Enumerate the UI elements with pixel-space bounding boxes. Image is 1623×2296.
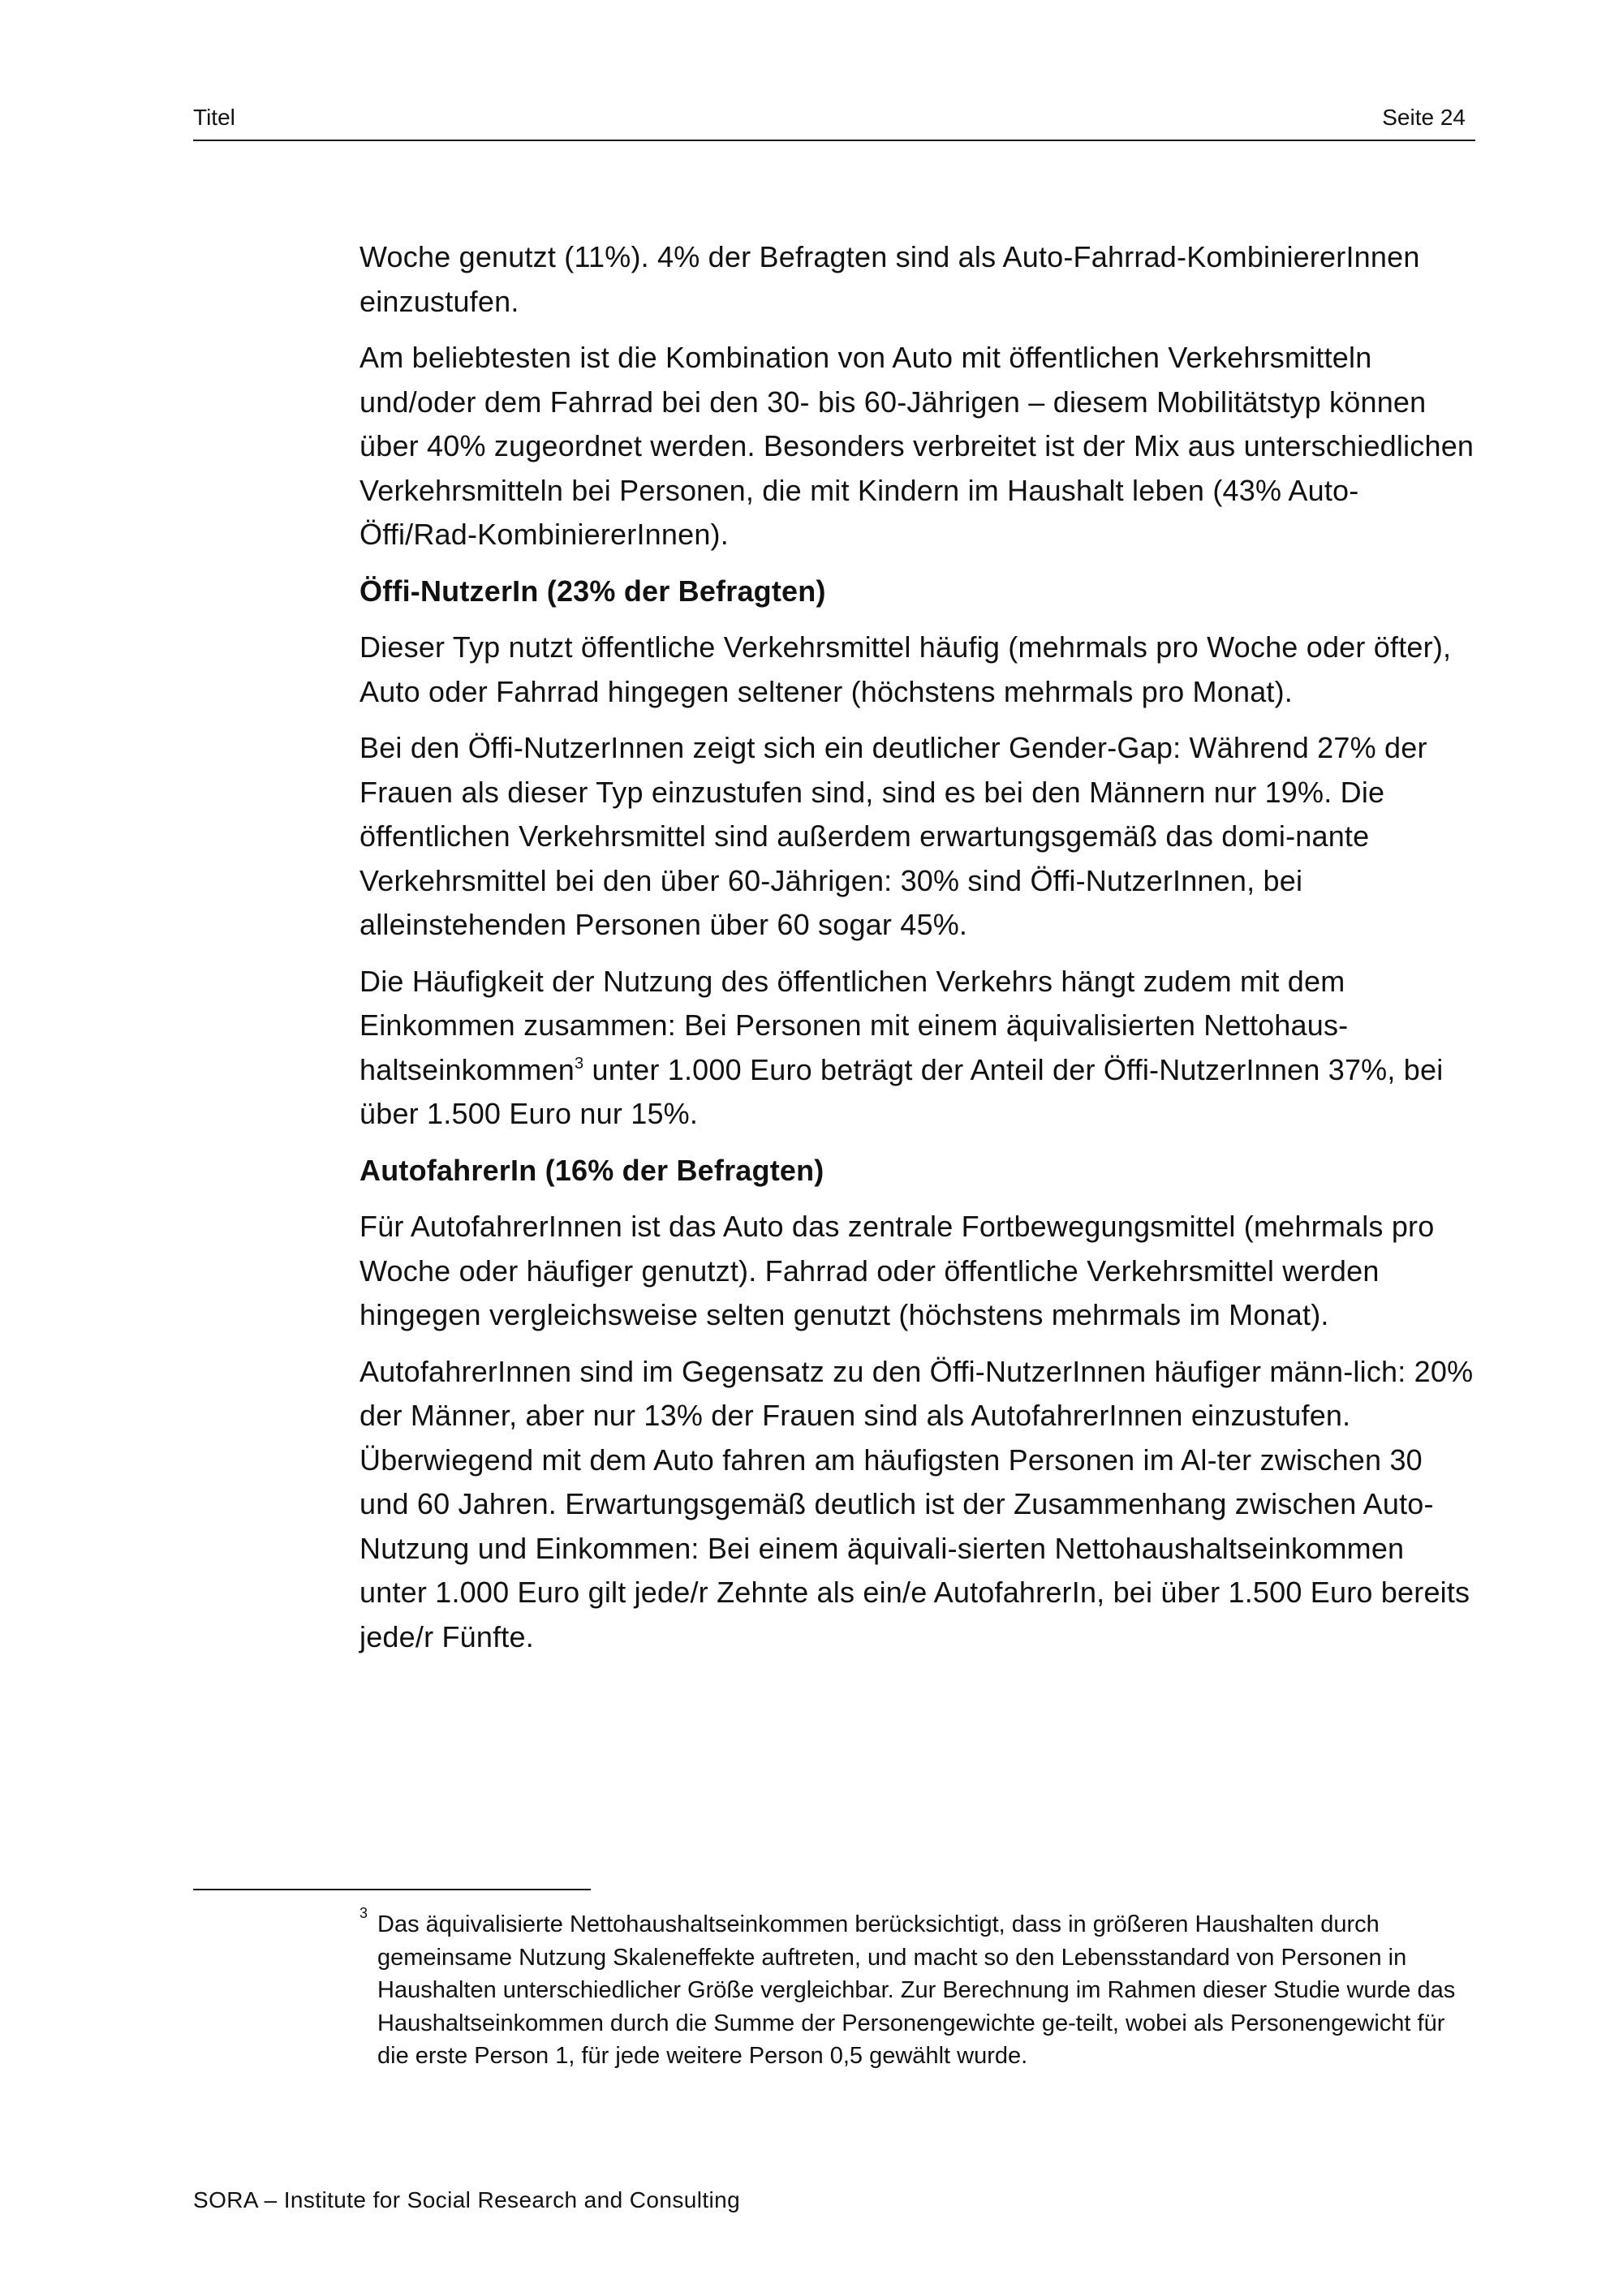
paragraph-3: Dieser Typ nutzt öffentliche Verkehrsmittel häufig (mehrmals pro Woche oder öfter), Auto oder Fahrrad hingegen seltener (höchstens mehrmals pro Monat). [359,630,1452,708]
footnote-text: Das äquivalisierte Nettohaushaltseinkommen berücksichtigt, dass in größeren Haushalten durch gemeinsame Nutzung Skaleneffekte auftreten, und macht so den Lebensstandard von Personen in Haushalten unterschiedlicher Größe vergleichbar. Zur Berechnung im Rahmen dieser Studie wurde das Haushaltseinkommen durch die Summe der Personengewichte ge-teilt, wobei als Personengewicht für die erste Person 1, für jede weitere Person 0,5 gewählt wurde. [377,1911,1456,2069]
page-footer: SORA – Institute for Social Research and Consulting [193,2187,741,2212]
page-header [193,104,1475,141]
paragraph-5-part-a: Die Häufigkeit der Nutzung des öffentlichen Verkehrs hängt zudem mit dem Einkommen zusammen: Bei Personen mit einem äquivalisierten Nettohaus-haltseinkommen [359,964,1349,1086]
paragraph-5 [359,960,1475,1137]
main-content [359,235,1475,1671]
footnote [359,1905,1463,2073]
paragraph-7: AutofahrerInnen sind im Gegensatz zu den Öffi-NutzerInnen häufiger männ-lich: 20% der Männer, aber nur 13% der Frauen sind als AutofahrerInnen einzustufen. Überwiegend mit dem Auto fahren am häufigsten Personen im Al-ter zwischen 30 und 60 Jahren. Erwartungsgemäß deutlich ist der Zusammenhang zwischen Auto-Nutzung und Einkommen: Bei einem äquivali-sierten Nettohaushaltseinkommen unter 1.000 Euro gilt jede/r Zehnte als ein/e AutofahrerIn, bei über 1.500 Euro bereits jede/r Fünfte. [359,1354,1474,1653]
paragraph-1: Woche genutzt (11%). 4% der Befragten sind als Auto-Fahrrad-KombiniererInnen einzustufen. [359,240,1420,318]
footnote-mark: 3 [359,1905,368,1921]
header-title: Titel [193,105,235,130]
section-heading-auto: AutofahrerIn (16% der Befragten) [359,1153,824,1187]
paragraph-4: Bei den Öffi-NutzerInnen zeigt sich ein deutlicher Gender-Gap: Während 27% der Frauen als dieser Typ einzustufen sind, sind es bei den Männern nur 19%. Die öffentlichen Verkehrsmittel sind außerdem erwartungsgemäß das domi-nante Verkehrsmittel bei den über 60-Jährigen: 30% sind Öffi-NutzerInnen, bei alleinstehenden Personen über 60 sogar 45%. [359,731,1427,941]
page-number: Seite 24 [1382,105,1466,130]
footnote-reference[interactable]: 3 [574,1054,584,1073]
paragraph-5-part-b: unter 1.000 Euro beträgt der Anteil der Öffi-NutzerInnen 37%, bei über 1.500 Euro nur 15%. [359,1052,1444,1130]
paragraph-6: Für AutofahrerInnen ist das Auto das zentrale Fortbewegungsmittel (mehrmals pro Woche oder häufiger genutzt). Fahrrad oder öffentliche Verkehrsmittel werden hingegen vergleichsweise selten genutzt (höchstens mehrmals im Monat). [359,1210,1435,1331]
footnote-divider [193,1889,591,1890]
paragraph-2: Am beliebtesten ist die Kombination von Auto mit öffentlichen Verkehrsmitteln und/oder dem Fahrrad bei den 30- bis 60-Jährigen – diesem Mobilitätstyp können über 40% zugeordnet werden. Besonders verbreitet ist der Mix aus unterschiedlichen Verkehrsmitteln bei Personen, die mit Kindern im Haushalt leben (43% Auto-Öffi/Rad-KombiniererInnen). [359,341,1474,551]
section-heading-oeffi: Öffi-NutzerIn (23% der Befragten) [359,574,826,608]
